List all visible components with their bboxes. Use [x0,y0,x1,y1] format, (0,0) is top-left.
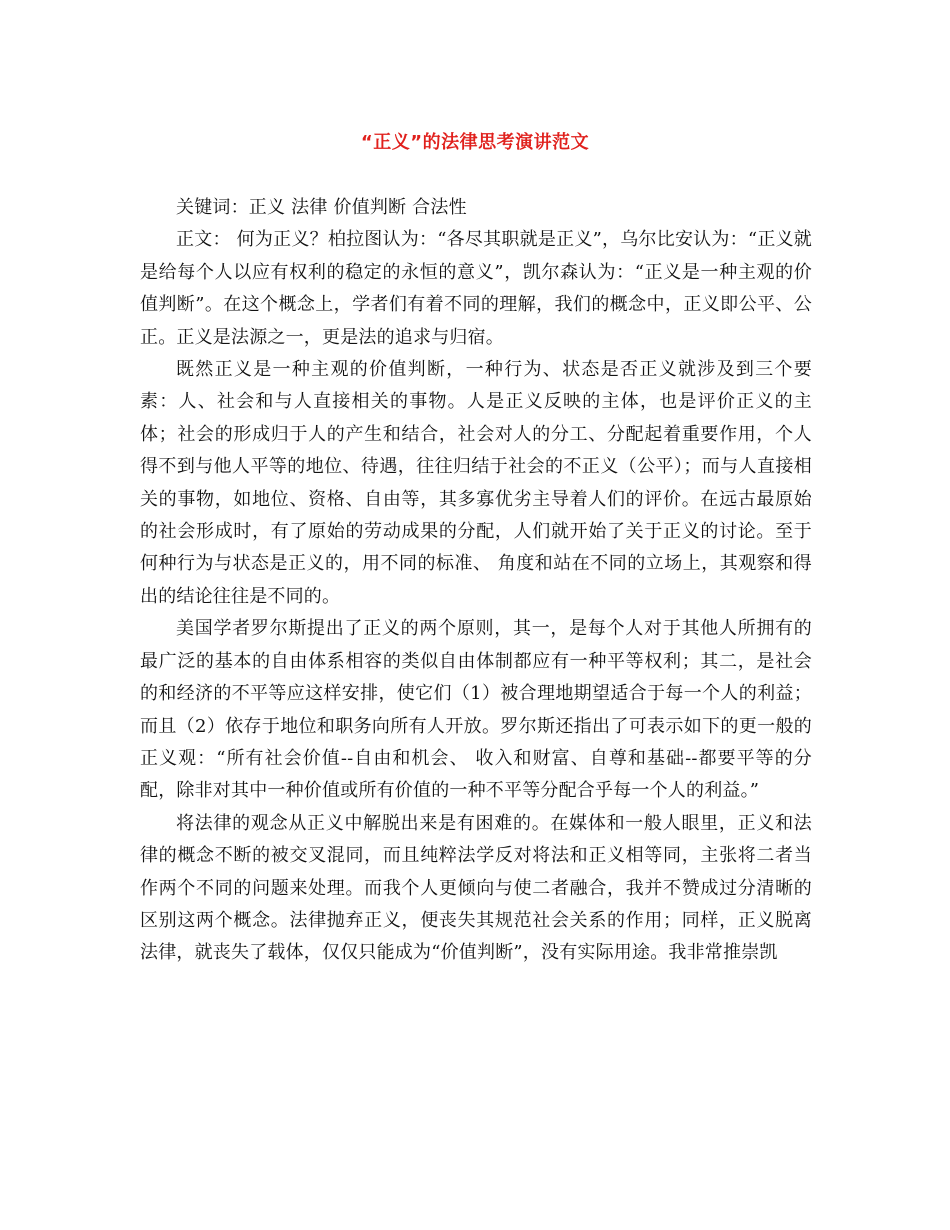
document-title: “正义”的法律思考演讲范文 [360,132,590,153]
body-paragraph: 既然正义是一种主观的价值判断，一种行为、状态是否正义就涉及到三个要素：人、社会和与人直接相关的事物。人是正义反映的主体，也是评价正义的主体；社会的形成归于人的产生和结合，社会对人的分工、分配起着重要作用，个人得不到与他人平等的地位、待遇，往往归结于社会的不正义（公平）；而与人直接相关的事物，如地位、资格、自由等，其多寡优劣主导着人们的评价。在远古最原始的社会形成时，有了原始的劳动成果的分配，人们就开始了关于正义的讨论。至于何种行为与状态是正义的，用不同的标准、 角度和站在不同的立场上，其观察和得出的结论往往是不同的。 [140,359,812,607]
document-body [140,192,812,970]
body-paragraph: 美国学者罗尔斯提出了正义的两个原则，其一，是每个人对于其他人所拥有的最广泛的基本的自由体系相容的类似自由体制都应有一种平等权利；其二，是社会的和经济的不平等应这样安排，使它们（1）被合理地期望适合于每一个人的利益；而且（2）依存于地位和职务向所有人开放。罗尔斯还指出了可表示如下的更一般的正义观：“所有社会价值--自由和机会、 收入和财富、自尊和基础--都要平等的分配，除非对其中一种价值或所有价值的一种不平等分配合乎每一个人的利益。” [140,618,812,802]
body-paragraph: 正文： 何为正义？柏拉图认为：“各尽其职就是正义”，乌尔比安认为：“正义就是给每个人以应有权利的稳定的永恒的意义”，凯尔森认为：“正义是一种主观的价值判断”。在这个概念上，学者们有着不同的理解，我们的概念中，正义即公平、公正。正义是法源之一，更是法的追求与归宿。 [140,229,812,348]
body-paragraph: 将法律的观念从正义中解脱出来是有困难的。在媒体和一般人眼里，正义和法律的概念不断的被交叉混同，而且纯粹法学反对将法和正义相等同，主张将二者当作两个不同的问题来处理。而我个人更倾向与使二者融合，我并不赞成过分清晰的区别这两个概念。法律抛弃正义，便丧失其规范社会关系的作用；同样，正义脱离法律，就丧失了载体，仅仅只能成为“价值判断”，没有实际用途。我非常推崇凯 [140,812,812,964]
keywords-paragraph: 关键词：正义 法律 价值判断 合法性 [176,197,467,218]
